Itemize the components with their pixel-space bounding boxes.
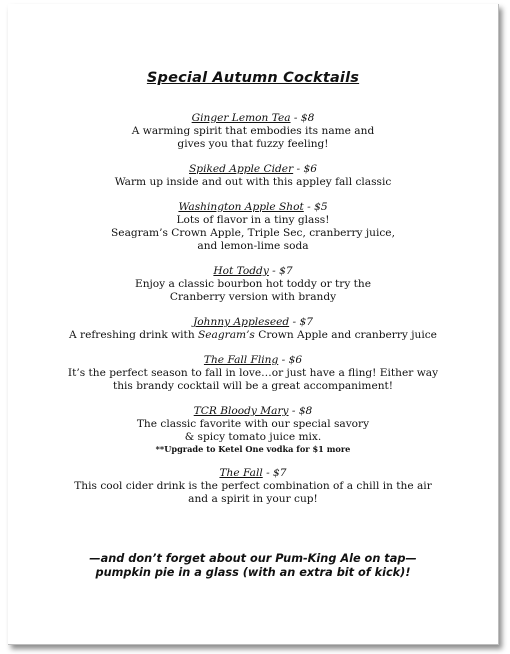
item-description: Seagram’s Crown Apple, Triple Sec, cranberry juice, (111, 227, 395, 239)
menu-title: Special Autumn Cocktails (146, 70, 360, 86)
item-price: - $6 (278, 354, 303, 366)
item-description: The classic favorite with our special savory (136, 418, 370, 430)
item-name: The Fall (219, 467, 263, 479)
cocktail-list (8, 112, 498, 518)
item-description: this brandy cocktail will be a great accompaniment! (112, 380, 394, 392)
item-price: - $7 (289, 316, 313, 328)
menu-item-the-fall-fling (8, 354, 498, 393)
menu-item-washington-apple-shot (8, 201, 498, 253)
item-price: - $7 (268, 265, 293, 277)
menu-item-hot-toddy (8, 265, 498, 304)
menu-item-ginger-lemon-tea (8, 112, 498, 151)
item-name: Washington Apple Shot (178, 201, 304, 213)
item-description: Enjoy a classic bourbon hot toddy or try the (134, 278, 372, 290)
item-price: - $8 (290, 112, 315, 124)
item-upgrade-note: **Upgrade to Ketel One vodka for $1 more (155, 444, 351, 454)
menu-item-tcr-bloody-mary (8, 405, 498, 455)
item-description: gives you that fuzzy feeling! (177, 138, 329, 150)
item-price: - $8 (288, 405, 313, 417)
footer-line: pumpkin pie in a glass (with an extra bit of kick)! (95, 566, 411, 579)
item-name: The Fall Fling (203, 354, 279, 366)
item-description: A warming spirit that embodies its name and (131, 125, 375, 137)
item-name: Ginger Lemon Tea (191, 112, 291, 124)
menu-item-spiked-apple-cider (8, 163, 498, 189)
item-description: This cool cider drink is the perfect combination of a chill in the air (74, 480, 432, 492)
footer-line: —and don’t forget about our Pum-King Ale on tap— (89, 552, 417, 565)
item-name: TCR Bloody Mary (193, 405, 289, 417)
item-description: & spicy tomato juice mix. (184, 431, 322, 443)
item-description: Lots of flavor in a tiny glass! (176, 214, 330, 226)
item-description: and a spirit in your cup! (188, 493, 318, 505)
menu-item-the-fall (8, 467, 498, 506)
footer-promo (8, 552, 498, 580)
item-price: - $5 (303, 201, 328, 213)
item-price: - $7 (262, 467, 287, 479)
item-description: Warm up inside and out with this appley fall classic (114, 176, 392, 188)
item-description: A refreshing drink with Seagram’s Crown Apple and cranberry juice (69, 329, 437, 341)
item-description: It’s the perfect season to fall in love…or just have a fling! Either way (67, 367, 439, 379)
item-name: Hot Toddy (213, 265, 269, 277)
item-price: - $6 (293, 163, 317, 175)
item-description: Cranberry version with brandy (169, 291, 337, 303)
item-description: and lemon-lime soda (197, 240, 309, 252)
menu-item-johnny-appleseed (8, 316, 498, 342)
item-name: Spiked Apple Cider (189, 163, 294, 175)
item-name: Johnny Appleseed (193, 316, 290, 328)
menu-page (8, 4, 499, 645)
